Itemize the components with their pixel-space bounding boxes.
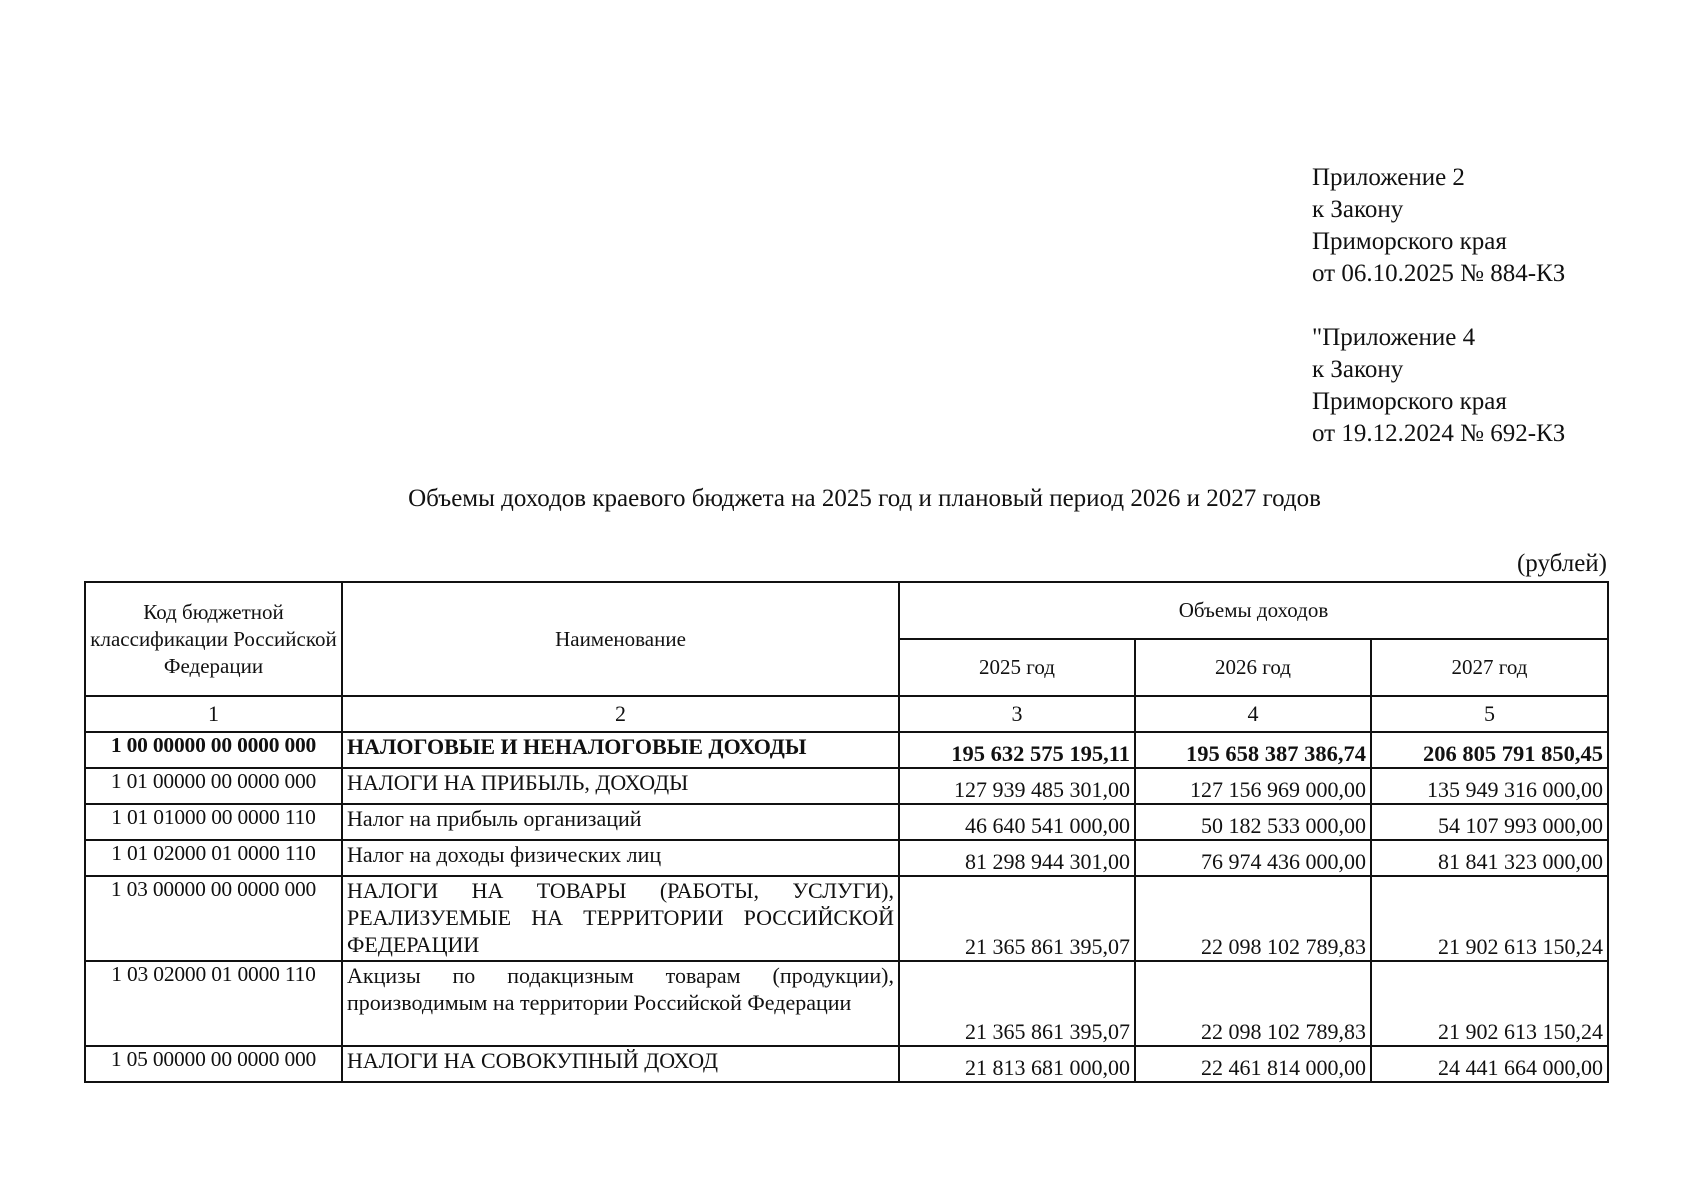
annex-block — [1312, 162, 1565, 450]
row-name: НАЛОГОВЫЕ И НЕНАЛОГОВЫЕ ДОХОДЫ — [342, 732, 899, 768]
row-value-2026: 22 098 102 789,83 — [1135, 961, 1371, 1046]
column-number: 3 — [899, 696, 1135, 732]
table-row — [85, 876, 1608, 961]
annex-line: Приложение 2 — [1312, 164, 1465, 191]
annex-line: Приморского края — [1312, 388, 1507, 415]
table-row — [85, 732, 1608, 768]
row-name: НАЛОГИ НА ПРИБЫЛЬ, ДОХОДЫ — [342, 768, 899, 804]
annex-line: от 06.10.2025 № 884-КЗ — [1312, 260, 1566, 287]
row-value-2025: 46 640 541 000,00 — [899, 804, 1135, 840]
row-value-2027: 81 841 323 000,00 — [1371, 840, 1608, 876]
header-name: Наименование — [342, 582, 899, 696]
row-code: 1 01 01000 00 0000 110 — [85, 804, 342, 840]
row-value-2025: 21 365 861 395,07 — [899, 876, 1135, 961]
row-value-2026: 195 658 387 386,74 — [1135, 732, 1371, 768]
row-value-2027: 206 805 791 850,45 — [1371, 732, 1608, 768]
table-row — [85, 840, 1608, 876]
header-volumes: Объемы доходов — [899, 582, 1608, 639]
row-value-2027: 135 949 316 000,00 — [1371, 768, 1608, 804]
row-value-2025: 127 939 485 301,00 — [899, 768, 1135, 804]
annex-line: Приморского края — [1312, 228, 1507, 255]
table-row — [85, 1046, 1608, 1082]
header-year-2025: 2025 год — [899, 639, 1135, 696]
row-value-2026: 127 156 969 000,00 — [1135, 768, 1371, 804]
row-code: 1 01 00000 00 0000 000 — [85, 768, 342, 804]
column-number: 4 — [1135, 696, 1371, 732]
annex-spacer — [1312, 290, 1565, 322]
column-number: 2 — [342, 696, 899, 732]
row-code: 1 01 02000 01 0000 110 — [85, 840, 342, 876]
row-code: 1 03 00000 00 0000 000 — [85, 876, 342, 961]
row-code: 1 03 02000 01 0000 110 — [85, 961, 342, 1046]
table-row — [85, 804, 1608, 840]
row-value-2027: 54 107 993 000,00 — [1371, 804, 1608, 840]
row-value-2025: 195 632 575 195,11 — [899, 732, 1135, 768]
row-code: 1 05 00000 00 0000 000 — [85, 1046, 342, 1082]
annex-line: к Закону — [1312, 196, 1404, 223]
row-code: 1 00 00000 00 0000 000 — [85, 732, 342, 768]
header-year-2027: 2027 год — [1371, 639, 1608, 696]
annex-line: "Приложение 4 — [1312, 324, 1476, 351]
document-title: Объемы доходов краевого бюджета на 2025 год и плановый период 2026 и 2027 годов — [408, 485, 1321, 512]
table-row — [85, 961, 1608, 1046]
annex-line: от 19.12.2024 № 692-КЗ — [1312, 420, 1566, 447]
row-name: Налог на доходы физических лиц — [342, 840, 899, 876]
header-year-2026: 2026 год — [1135, 639, 1371, 696]
column-number: 1 — [85, 696, 342, 732]
header-code: Код бюджетной классификации Российской Федерации — [85, 582, 342, 696]
row-value-2025: 21 365 861 395,07 — [899, 961, 1135, 1046]
row-value-2027: 24 441 664 000,00 — [1371, 1046, 1608, 1082]
row-name: Налог на прибыль организаций — [342, 804, 899, 840]
unit-label: (рублей) — [1516, 550, 1607, 577]
row-value-2025: 21 813 681 000,00 — [899, 1046, 1135, 1082]
annex-line: к Закону — [1312, 356, 1404, 383]
row-value-2026: 76 974 436 000,00 — [1135, 840, 1371, 876]
budget-table — [84, 581, 1609, 1083]
column-number: 5 — [1371, 696, 1608, 732]
row-value-2025: 81 298 944 301,00 — [899, 840, 1135, 876]
row-name: НАЛОГИ НА СОВОКУПНЫЙ ДОХОД — [342, 1046, 899, 1082]
row-name: Акцизы по подакцизным товарам (продукции), производимым на территории Российской Федерации — [342, 961, 899, 1046]
row-value-2026: 50 182 533 000,00 — [1135, 804, 1371, 840]
table-row — [85, 768, 1608, 804]
row-value-2026: 22 461 814 000,00 — [1135, 1046, 1371, 1082]
row-value-2026: 22 098 102 789,83 — [1135, 876, 1371, 961]
row-name: НАЛОГИ НА ТОВАРЫ (РАБОТЫ, УСЛУГИ), РЕАЛИЗУЕМЫЕ НА ТЕРРИТОРИИ РОССИЙСКОЙ ФЕДЕРАЦИИ — [342, 876, 899, 961]
row-value-2027: 21 902 613 150,24 — [1371, 961, 1608, 1046]
row-value-2027: 21 902 613 150,24 — [1371, 876, 1608, 961]
